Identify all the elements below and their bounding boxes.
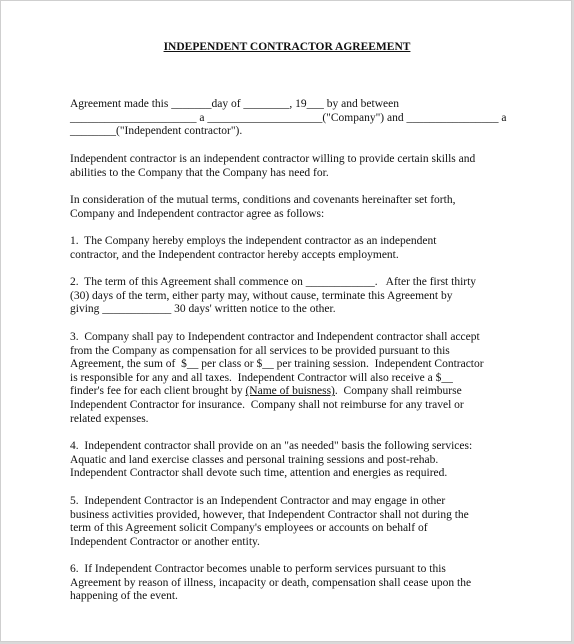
clause-3-line-4: is responsible for any and all taxes. Independent Contractor will also receive a $__ (70, 371, 453, 384)
clause-6 (70, 563, 510, 604)
clause-3 (70, 331, 510, 426)
preamble (70, 98, 510, 139)
intro-line-1: Independent contractor is an independent contractor willing to provide certain skills and (70, 153, 476, 165)
clause-3-line-1: 3. Company shall pay to Independent contractor and Independent contractor shall accept (70, 331, 480, 343)
preamble-line-2 (70, 112, 510, 126)
clause-3-line-5 (70, 385, 510, 399)
clause-6-line-2: Agreement by reason of illness, incapacity or death, compensation shall cease upon the (70, 576, 472, 589)
clause-2-line-3: giving ____________ 30 days' written notice to the other. (70, 303, 336, 316)
clause-6-line-3: happening of the event. (70, 590, 178, 603)
clause-4 (70, 440, 510, 481)
consideration-line-2: Company and Independent contractor agree as follows: (70, 207, 325, 220)
clause-5-line-2: business activities provided, however, that Independent Contractor shall not during the (70, 508, 469, 521)
clause-3-line-7: related expenses. (70, 412, 149, 425)
document-title: INDEPENDENT CONTRACTOR AGREEMENT (163, 41, 411, 53)
clause-3-line-2: from the Company as compensation for all services to be provided pursuant to this (70, 344, 450, 357)
clause-4-line-2: Aquatic and land exercise classes and personal training sessions and post-rehab. (70, 453, 439, 466)
clause-5-line-4: Independent Contractor or another entity. (70, 535, 260, 548)
consideration-line-1: In consideration of the mutual terms, conditions and covenants hereinafter set forth, (70, 194, 456, 206)
clause-1-line-2: contractor, and the Independent contractor hereby accepts employment. (70, 248, 399, 261)
intro-line-2: abilities to the Company that the Company has need for. (70, 166, 329, 179)
clause-6-line-1: 6. If Independent Contractor becomes unable to perform services pursuant to this (70, 563, 446, 575)
clause-5 (70, 495, 510, 549)
clause-4-line-3: Independent Contractor shall devote such time, attention and energies as required. (70, 467, 448, 480)
clause-3-line-5-start: finder's fee for each client brought by (70, 385, 246, 398)
clause-3-line-6: Independent Contractor for insurance. Company shall not reimburse for any travel or (70, 398, 464, 411)
clause-2-line-2: (30) days of the term, either party may, without cause, terminate this Agreement by (70, 289, 453, 302)
clause-4-line-1: 4. Independent contractor shall provide on an "as needed" basis the following services: (70, 440, 473, 452)
preamble-line-1: Agreement made this _______day of ________, 19___ by and between (70, 98, 399, 110)
consideration-paragraph (70, 194, 510, 221)
clause-5-line-3: term of this Agreement solicit Company's employees or accounts on behalf of (70, 522, 428, 535)
clause-1-line-1: 1. The Company hereby employs the independent contractor as an independent (70, 235, 437, 247)
clause-2 (70, 276, 510, 317)
clause-1 (70, 235, 510, 262)
preamble-line-2-article: a (498, 111, 507, 124)
clause-3-line-3: Agreement, the sum of $__ per class or $__ per training session. Independent Contractor (70, 358, 484, 371)
clause-5-line-1: 5. Independent Contractor is an Independent Contractor and may engage in other (70, 495, 446, 507)
clause-2-line-1: 2. The term of this Agreement shall commence on ____________. After the first thirty (70, 276, 477, 288)
preamble-line-3: ________("Independent contractor"). (70, 125, 243, 138)
clause-3-line-5-end: . Company shall reimburse (334, 385, 462, 398)
preamble-line-2-parties: ______________________ a ____________________("Company") and ________________ (70, 111, 499, 124)
intro-paragraph (70, 153, 510, 180)
business-name-placeholder: (Name of buisness) (245, 385, 335, 398)
